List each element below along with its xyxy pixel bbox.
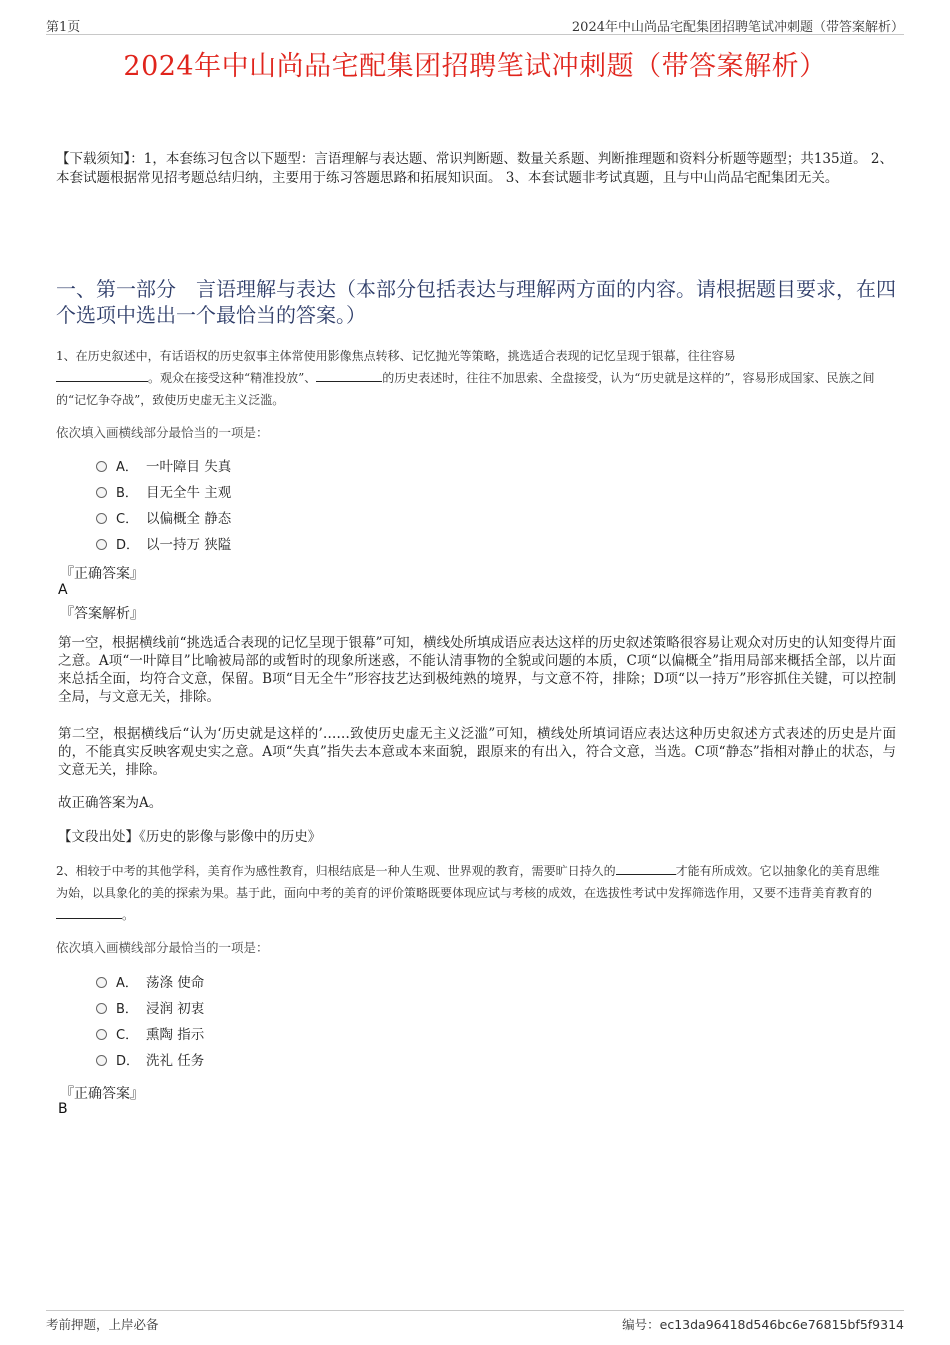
question-2-option-a[interactable] (96, 968, 204, 994)
option-letter: A． (116, 459, 138, 475)
radio-icon[interactable] (96, 539, 107, 550)
question-2-blank-1 (616, 860, 676, 875)
radio-icon[interactable] (96, 513, 107, 524)
radio-icon[interactable] (96, 461, 107, 472)
question-2-option-d[interactable] (96, 1046, 204, 1072)
question-1-analysis-label: 『答案解析』 (60, 606, 144, 622)
question-2-answer: B (58, 1101, 68, 1117)
question-2-text (56, 860, 886, 926)
option-letter: C． (116, 511, 139, 527)
question-2-text-b: 才能有所成效。它以抽象化的美育思维为始，以具象化的美的探索为果。基于此，面向中考的美育的评价策略既要体现应试与考核的成效，在选拔性考试中发挥筛选作用，又要不违背美育教育的 (56, 864, 880, 900)
footer-slogan: 考前押题，上岸必备 (46, 1317, 159, 1332)
option-letter: B． (116, 485, 138, 501)
question-2-option-b[interactable] (96, 994, 204, 1020)
section-heading: 一、第一部分 言语理解与表达（本部分包括表达与理解两方面的内容。请根据题目要求，在四个选项中选出一个最恰当的答案。） (56, 277, 896, 327)
question-1-analysis-1: 第一空，根据横线前“挑选适合表现的记忆呈现于银幕”可知，横线处所填成语应表达这样的历史叙述策略很容易让观众对历史的认知变得片面之意。A项“一叶障目”比喻被局部的或暂时的现象所迷惑，不能认清事物的全貌或问题的本质，C项“以偏概全”指用局部来概括全部，以片面来总括全面，均符合文意，保留。B项“目无全牛”形容技艺达到极纯熟的境界，与文意不符，排除；D项“以一持万”形容抓住关键，可以控制全局，与文意无关，排除。 (58, 635, 896, 705)
option-text: 目无全牛 主观 (146, 485, 232, 501)
radio-icon[interactable] (96, 487, 107, 498)
question-1-conclusion: 故正确答案为A。 (58, 795, 163, 811)
option-text: 一叶障目 失真 (146, 459, 232, 475)
option-text: 洗礼 任务 (146, 1053, 205, 1069)
page-number: 第1页 (46, 20, 81, 35)
question-2-option-c[interactable] (96, 1020, 204, 1046)
question-1-options (96, 452, 231, 556)
document-title: 2024年中山尚品宅配集团招聘笔试冲刺题（带答案解析） (123, 51, 827, 82)
option-letter: A． (116, 975, 138, 991)
option-letter: D． (116, 1053, 140, 1069)
radio-icon[interactable] (96, 1003, 107, 1014)
radio-icon[interactable] (96, 1029, 107, 1040)
document-code (622, 1315, 904, 1333)
option-text: 浸润 初衷 (146, 1001, 205, 1017)
question-1-prompt: 依次填入画横线部分最恰当的一项是： (56, 425, 269, 440)
option-letter: B． (116, 1001, 138, 1017)
option-letter: D． (116, 537, 140, 553)
option-letter: C． (116, 1027, 139, 1043)
document-code-label: 编号： (622, 1317, 660, 1332)
question-1-option-c[interactable] (96, 504, 231, 530)
option-text: 以偏概全 静态 (146, 511, 232, 527)
question-1-option-b[interactable] (96, 478, 231, 504)
question-1-text-c: 的历史表述时，往往不加思索、全盘接受，认为“历史就是这样的”，容易形成国家、民族之间的“记忆争夺战”，致使历史虚无主义泛滥。 (56, 371, 875, 407)
header-doc-title: 2024年中山尚品宅配集团招聘笔试冲刺题（带答案解析） (571, 20, 904, 35)
document-code-value: ec13da96418d546bc6e76815bf5f9314 (659, 1317, 904, 1332)
radio-icon[interactable] (96, 977, 107, 988)
question-1-text (56, 345, 886, 411)
option-text: 荡涤 使命 (146, 975, 205, 991)
question-1-answer-label: 『正确答案』 (60, 566, 144, 582)
question-2-answer-label: 『正确答案』 (60, 1086, 144, 1102)
question-2-options (96, 968, 204, 1072)
question-2-blank-2 (56, 904, 122, 919)
page-footer (46, 1310, 904, 1333)
question-1-blank-1 (56, 367, 148, 382)
question-2-prompt: 依次填入画横线部分最恰当的一项是： (56, 940, 269, 955)
question-2-text-c: 。 (122, 908, 135, 922)
question-1-option-d[interactable] (96, 530, 231, 556)
download-notice: 【下载须知】：1，本套练习包含以下题型：言语理解与表达题、常识判断题、数量关系题、判断推理题和资料分析题等题型；共135道。 2、本套试题根据常见招考题总结归纳，主要用于练习答题思路和拓展知识面。 3、本套试题非考试真题，且与中山尚品宅配集团无关。 (56, 151, 893, 186)
option-text: 以一持万 狭隘 (146, 537, 232, 553)
radio-icon[interactable] (96, 1055, 107, 1066)
question-1-blank-2 (316, 367, 382, 382)
page-header (46, 14, 904, 35)
question-1-source: 【文段出处】《历史的影像与影像中的历史》 (58, 829, 322, 845)
question-1-text-a: 1、在历史叙述中，有话语权的历史叙事主体常使用影像焦点转移、记忆抛光等策略，挑选适合表现的记忆呈现于银幕，往往容易 (56, 349, 736, 363)
question-1-option-a[interactable] (96, 452, 231, 478)
question-2-text-a: 2、相较于中考的其他学科，美育作为感性教育，归根结底是一种人生观、世界观的教育，需要旷日持久的 (56, 864, 616, 878)
question-1-answer: A (58, 582, 68, 598)
question-1-text-b: 。观众在接受这种“精准投放”、 (148, 371, 317, 385)
question-1-analysis-2: 第二空，根据横线后“认为‘历史就是这样的’……致使历史虚无主义泛滥”可知，横线处所填词语应表达这种历史叙述方式表述的历史是片面的，不能真实反映客观史实之意。A项“失真”指失去本意或本来面貌，跟原来的有出入，符合文意，当选。C项“静态”指相对静止的状态，与文意无关，排除。 (58, 726, 896, 778)
option-text: 熏陶 指示 (146, 1027, 205, 1043)
